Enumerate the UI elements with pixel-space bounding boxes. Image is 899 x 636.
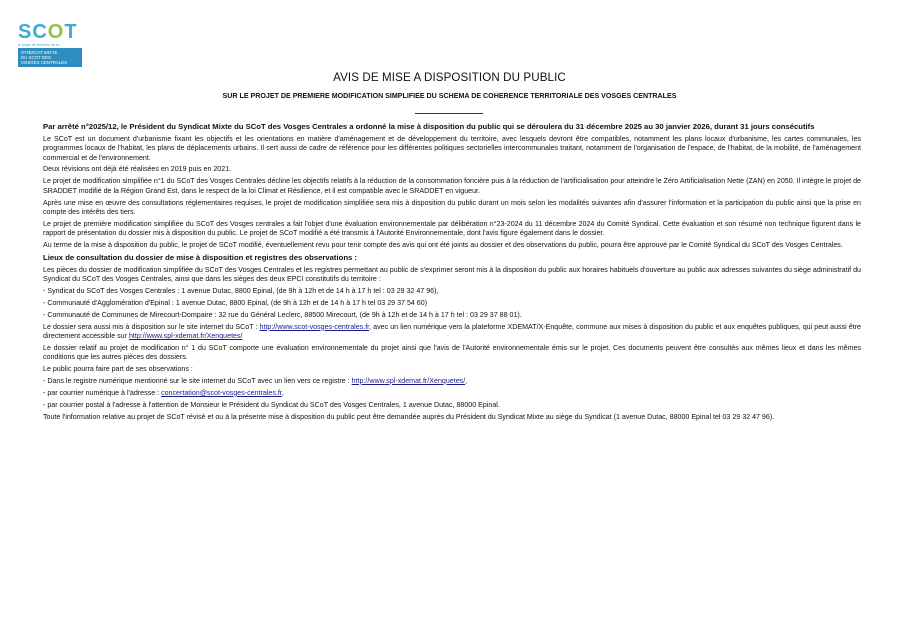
observation-postal: - par courrier postal à l'adresse à l'attention de Monsieur le Président du Syndicat du SCoT des Vosges Centrales, 1 avenue Dutac, 88000 Epinal. [43,400,500,409]
logo-wordmark: SCOT [18,21,78,43]
register-link[interactable]: http://www.spl-xdemat.fr/Xenquetes/ [351,376,466,385]
page-subtitle: SUR LE PROJET DE PREMIERE MODIFICATION SIMPLIFIEE DU SCHEMA DE COHERENCE TERRITORIALE DES VOSGES CENTRALES [222,92,677,100]
address-agglomeration: - Communauté d'Agglomération d'Epinal : 1 avenue Dutac, 8800 Epinal, (de 9h à 12h et de 14 h à 17 h tel 03 29 37 54 60) [43,298,428,307]
email-link[interactable]: concertation@scot-vosges-centrales.fr [161,388,282,397]
paragraph-consultations: Après une mise en œuvre des consultations réglementaires requises, le projet de modification simplifiée sera mis à disposition du public durant un mois selon les modalités suivantes afin d'assurer l'information et la participation du public ainsi que la prise en compte des intérêts des tiers. [43,198,861,216]
address-communes: - Communauté de Communes de Mirecourt-Dompaire : 32 rue du Général Leclerc, 88500 Mirecourt, (de 9h à 12h et de 14 h à 17 h tel : 03 29 37 88 01). [43,310,522,319]
logo-tagline: le projet de territoire de la... [18,43,62,47]
paragraph-consultation-places: Les pièces du dossier de modification simplifiée du SCoT des Vosges Centrales et les registres permettant au public de s'exprimer seront mis à la disposition du public aux horaires habituels d'ouverture au public aux adresses suivantes du siège administratif du Syndicat du SCoT des Vosges Centrales, ainsi que dans les sièges des deux EPCI constitutifs du territoire : [43,265,861,284]
paragraph-environmental: Le dossier relatif au projet de modification n° 1 du SCoT comporte une évaluation environnementale du projet ainsi que l'avis de l'Autorité environnementale émis sur le projet. Ces documents peuvent être consultés aux mêmes lieux et dans les mêmes conditions que les autres pièces des dossiers. [43,343,861,362]
paragraph-scot-definition: Le SCoT est un document d'urbanisme fixant les objectifs et les orientations en matière d'aménagement et de développement du territoire, avec lesquels devront être compatibles, notamment les plans locaux d'urbanisme, les cartes communales, les programmes locaux de l'habitat, les plans de déplacements urbains. Il sert aussi de cadre de référence pour les différentes politiques sectorielles intercommunales traitant, notamment de l'organisation de l'espace, de l'habitat, de la mobilité, de l'aménagement commercial et de l'environnement. [43,135,861,162]
paragraph-evaluation: Le projet de première modification simplifiée du SCoT des Vosges centrales a fait l'objet d'une évaluation environnementale par délibération n°23-2024 du 11 décembre 2024 du Comité Syndical. Cette évaluation et son résumé non technique figurent dans le rapport de présentation du dossier mis à disposition du public. Le projet de SCoT modifié a été transmis à l'Autorité Environnementale, dont l'avis figure également dans le dossier. [43,219,861,238]
paragraph-revisions: Deux révisions ont déjà été réalisées en 2019 puis en 2021. [43,165,232,174]
scot-website-link[interactable]: http://www.scot-vosges-centrales.fr [259,322,370,331]
paragraph-website: Le dossier sera aussi mis à disposition sur le site internet du SCoT : http://www.scot-vosges-centrales.fr, avec un lien numérique vers la plateforme XDEMAT/X-Enquête, commune aux mises à disposition du public et aux enquêtes publiques, qui peut aussi être directement accessible sur http://www.spl-xdemat.fr/Xenquetes/ [43,322,862,340]
paragraph-approval: Au terme de la mise à disposition du public, le projet de SCoT modifié, éventuellement revu pour tenir compte des avis qui ont été joints au dossier et des observations du public, pourra être approuvé par le Comité Syndical du SCoT des Vosges Centrales. [43,240,843,249]
paragraph-information: Toute l'information relative au projet de SCoT révisé et ou à la présente mise à disposition du public peut être demandée auprès du Président du Syndicat Mixte au siège du Syndicat (1 avenue Dutac, 88000 Epinal tel 03 29 32 47 96). [43,412,775,421]
lead-paragraph: Par arrêté n°2025/12, le Président du Syndicat Mixte du SCoT des Vosges Centrales a ordonné la mise à disposition du public qui se déroulera du 31 décembre 2025 au 30 janvier 2026, durant 31 jours consécutifs [43,122,815,131]
paragraph-observations-intro: Le public pourra faire part de ses observations : [43,365,193,374]
observation-digital-register: - Dans le registre numérique mentionné sur le site internet du SCoT avec un lien vers ce registre : http://www.spl-xdemat.fr/Xenquetes/, [43,376,468,385]
address-syndicat: - Syndicat du SCoT des Vosges Centrales : 1 avenue Dutac, 8800 Epinal, (de 9h à 12h et de 14 h à 17 h tel : 03 29 32 47 96), [43,287,439,296]
title-divider [415,113,483,114]
notice-body [43,122,861,425]
section-heading: Lieux de consultation du dossier de mise à disposition et registres des observations : [43,252,357,262]
logo-box: SYNDICAT MIXTE DU SCOT DES VOSGES CENTRALES [18,48,82,67]
paragraph-modification: Le projet de modification simplifiée n°1 du SCoT des Vosges Centrales décline les objectifs relatifs à la réduction de la consommation foncière puis à la réduction de l'artificialisation pour atteindre le Zéro Artificialisation Nette (ZAN) en 2050. Il intègre le projet de SRADDET modifié de la Région Grand Est, dans le respect de la loi Climat et Résilience, et il est compatible avec le SRADDET en vigueur. [43,177,861,195]
observation-email: - par courrier numérique à l'adresse : concertation@scot-vosges-centrales.fr, [43,388,284,397]
xdemat-link[interactable]: http://www.spl-xdemat.fr/Xenquetes/ [128,331,243,340]
scot-logo [18,18,84,70]
page-title: AVIS DE MISE A DISPOSITION DU PUBLIC [333,71,566,84]
